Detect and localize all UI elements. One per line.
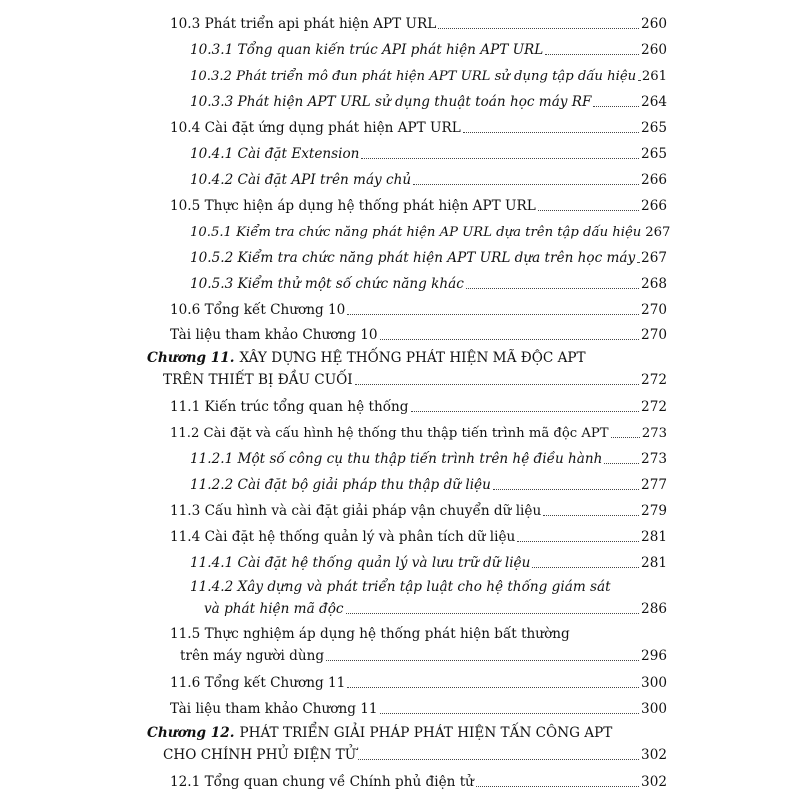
toc-entry[interactable] <box>0 769 801 795</box>
toc-entry[interactable] <box>0 446 801 472</box>
toc-entry[interactable] <box>0 219 801 245</box>
dot-leader <box>476 785 639 787</box>
toc-entry-label: 10.6 Tổng kết Chương 10 <box>170 302 346 318</box>
dot-leader <box>361 157 639 159</box>
toc-entry-page: 268 <box>641 276 667 292</box>
chapter-title-cont: CHO CHÍNH PHỦ ĐIỆN TỬ <box>163 747 357 763</box>
dot-leader <box>326 659 639 661</box>
toc-entry-label: 10.3.1 Tổng quan kiến trúc API phát hiện APT URL <box>190 42 544 58</box>
toc-entry-label-cont: trên máy người dùng <box>180 648 325 664</box>
toc-entry-page: 272 <box>641 399 667 415</box>
toc-entry-label: 11.1 Kiến trúc tổng quan hệ thống <box>170 399 409 415</box>
dot-leader <box>380 712 639 714</box>
toc-entry[interactable] <box>0 524 801 550</box>
toc-entry[interactable] <box>0 643 801 669</box>
toc-entry-page: 273 <box>641 451 667 467</box>
toc-entry-page: 267 <box>641 250 667 266</box>
toc-entry-page: 273 <box>641 425 667 441</box>
dot-leader <box>355 383 639 385</box>
toc-entry-label: 11.5 Thực nghiệm áp dụng hệ thống phát hiện bất thường <box>170 626 570 642</box>
toc-entry[interactable] <box>0 115 801 141</box>
toc-entry-page: 300 <box>641 675 667 691</box>
toc-entry[interactable] <box>0 271 801 297</box>
dot-leader <box>493 488 639 490</box>
toc-entry[interactable] <box>0 367 801 393</box>
toc-entry-label: 10.5.2 Kiểm tra chức năng phát hiện APT URL dựa trên học máy <box>190 250 636 266</box>
toc-entry[interactable] <box>0 89 801 115</box>
toc-entry-page: 302 <box>641 774 667 790</box>
dot-leader <box>637 261 639 263</box>
toc-entry-page: 281 <box>641 555 667 571</box>
toc-entry-page: 265 <box>641 146 667 162</box>
dot-leader <box>638 79 640 81</box>
toc-entry-page: 260 <box>641 42 667 58</box>
toc-entry-label: 10.5 Thực hiện áp dụng hệ thống phát hiện APT URL <box>170 198 536 214</box>
dot-leader <box>358 758 639 760</box>
toc-entry-label: 11.2.2 Cài đặt bộ giải pháp thu thập dữ liệu <box>190 477 491 493</box>
toc-entry-label: 10.3.2 Phát triển mô đun phát hiện APT URL sử dụng tập dấu hiệu <box>190 68 637 84</box>
toc-entry-page: 300 <box>641 701 667 717</box>
toc-entry-page: 260 <box>641 16 667 32</box>
dot-leader <box>593 105 639 107</box>
dot-leader <box>463 131 639 133</box>
toc-entry-page: 296 <box>641 648 667 664</box>
toc-entry-label: 10.5.3 Kiểm thử một số chức năng khác <box>190 276 464 292</box>
toc-entry[interactable] <box>0 550 801 576</box>
dot-leader <box>543 514 639 516</box>
toc-entry[interactable] <box>0 11 801 37</box>
toc-entry-page: 302 <box>641 747 667 763</box>
toc-entry-label: 10.4.2 Cài đặt API trên máy chủ <box>190 172 412 188</box>
toc-entry[interactable] <box>0 696 801 722</box>
chapter-number: Chương 11. <box>147 350 235 366</box>
chapter-title: XÂY DỰNG HỆ THỐNG PHÁT HIỆN MÃ ĐỘC APT <box>239 350 586 366</box>
toc-entry-page: 265 <box>641 120 667 136</box>
chapter-title: PHÁT TRIỂN GIẢI PHÁP PHÁT HIỆN TẤN CÔNG APT <box>239 725 613 741</box>
toc-entry-label: 10.4.1 Cài đặt Extension <box>190 146 360 162</box>
toc-entry[interactable] <box>0 498 801 524</box>
toc-entry[interactable] <box>0 63 801 89</box>
dot-leader <box>438 27 639 29</box>
toc-entry-label: 10.3 Phát triển api phát hiện APT URL <box>170 16 437 32</box>
toc-entry-page: 266 <box>641 198 667 214</box>
toc-entry-page: 286 <box>641 601 667 617</box>
dot-leader <box>346 612 640 614</box>
toc-entry-label: 11.6 Tổng kết Chương 11 <box>170 675 346 691</box>
toc-entry[interactable] <box>0 670 801 696</box>
dot-leader <box>347 313 639 315</box>
toc-entry-page: 270 <box>641 302 667 318</box>
dot-leader <box>517 540 639 542</box>
toc-entry-label: 11.2.1 Một số công cụ thu thập tiến trình trên hệ điều hành <box>190 451 603 467</box>
toc-entry[interactable] <box>0 141 801 167</box>
toc-entry[interactable] <box>0 167 801 193</box>
toc-entry-label: 11.3 Cấu hình và cài đặt giải pháp vận chuyển dữ liệu <box>170 503 542 519</box>
toc-entry-page: 281 <box>641 529 667 545</box>
toc-entry-label: 10.3.3 Phát hiện APT URL sử dụng thuật toán học máy RF <box>190 94 592 110</box>
toc-entry-label: 10.4 Cài đặt ứng dụng phát hiện APT URL <box>170 120 461 136</box>
toc-entry-label: 10.5.1 Kiểm tra chức năng phát hiện AP URL dựa trên tập dấu hiệu <box>190 224 642 240</box>
toc-entry-page: 272 <box>641 372 667 388</box>
toc-entry-page: 266 <box>641 172 667 188</box>
toc-entry[interactable] <box>0 245 801 271</box>
dot-leader <box>411 410 640 412</box>
toc-entry[interactable] <box>0 472 801 498</box>
toc-entry[interactable] <box>0 37 801 63</box>
dot-leader <box>347 686 639 688</box>
chapter-number: Chương 12. <box>147 725 235 741</box>
dot-leader <box>380 338 639 340</box>
dot-leader <box>466 287 639 289</box>
toc-entry-page: 270 <box>641 327 667 343</box>
dot-leader <box>413 183 639 185</box>
dot-leader <box>604 462 639 464</box>
dot-leader <box>538 209 639 211</box>
toc-entry-label: Tài liệu tham khảo Chương 11 <box>170 701 378 717</box>
toc-entry[interactable] <box>0 193 801 219</box>
dot-leader <box>545 53 639 55</box>
toc-entry-label: 11.4.1 Cài đặt hệ thống quản lý và lưu trữ dữ liệu <box>190 555 531 571</box>
toc-entry-label: 11.4.2 Xây dựng và phát triển tập luật cho hệ thống giám sát <box>190 579 611 595</box>
toc-entry-label: Tài liệu tham khảo Chương 10 <box>170 327 378 343</box>
toc-entry-label: 11.4 Cài đặt hệ thống quản lý và phân tích dữ liệu <box>170 529 516 545</box>
toc-entry-page: 267 <box>645 224 671 240</box>
toc-entry-page: 277 <box>641 477 667 493</box>
dot-leader <box>611 436 640 438</box>
toc-entry-page: 261 <box>641 68 667 84</box>
toc-entry-label-cont: và phát hiện mã độc <box>204 601 344 617</box>
toc-entry-page: 279 <box>641 503 667 519</box>
toc-entry[interactable] <box>0 420 801 446</box>
toc-entry-label: 12.1 Tổng quan chung về Chính phủ điện tử <box>170 774 474 790</box>
dot-leader <box>532 566 639 568</box>
toc-entry[interactable] <box>0 394 801 420</box>
toc-entry[interactable] <box>0 596 801 622</box>
toc-entry[interactable] <box>0 297 801 323</box>
toc-entry[interactable] <box>0 322 801 348</box>
chapter-title-cont: TRÊN THIẾT BỊ ĐẦU CUỐI <box>163 372 353 388</box>
toc-entry[interactable] <box>0 742 801 768</box>
toc-entry-label: 11.2 Cài đặt và cấu hình hệ thống thu thập tiến trình mã độc APT <box>170 425 609 441</box>
toc-entry-page: 264 <box>641 94 667 110</box>
